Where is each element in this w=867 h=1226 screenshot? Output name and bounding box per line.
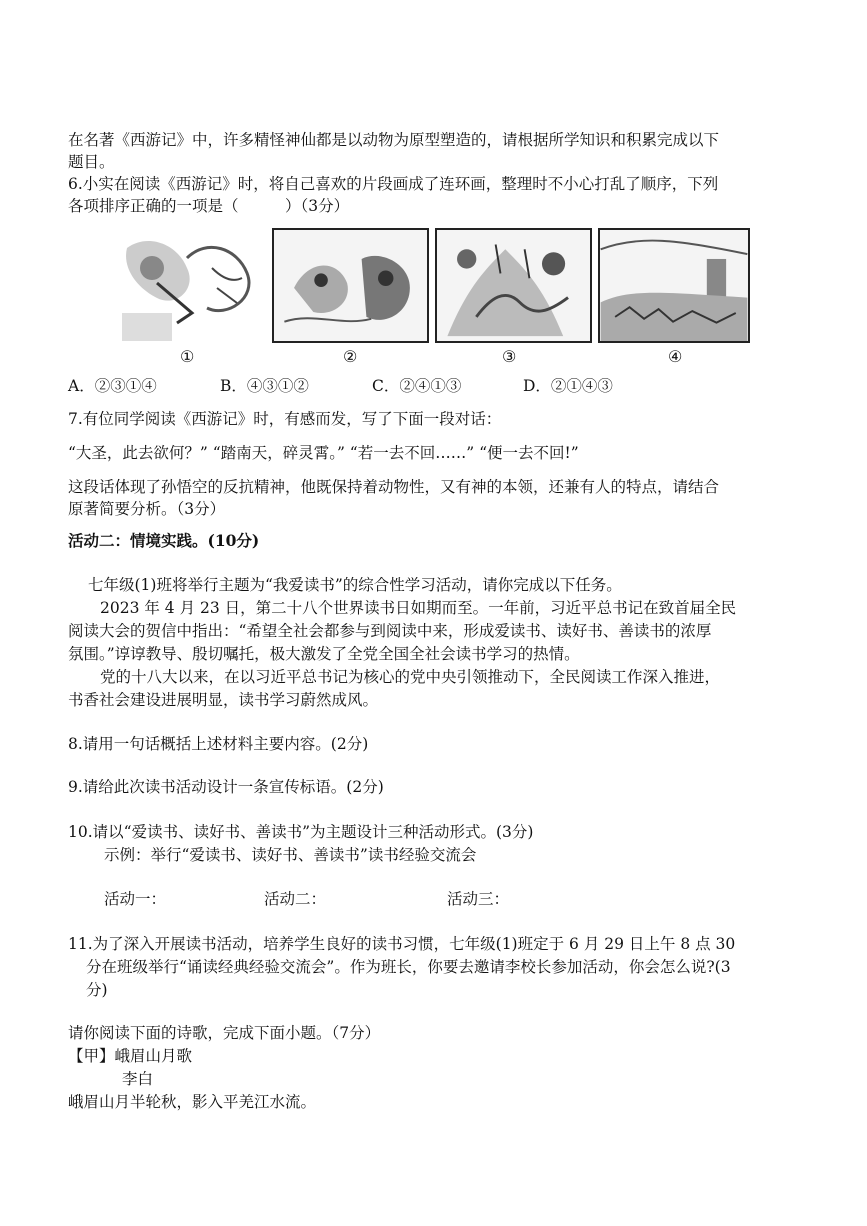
q10-activity-3-label: 活动三： (447, 890, 510, 908)
q7-stem-line-4: 原著简要分析。（3分） (68, 500, 226, 518)
q11-stem-line-2: 分在班级举行“诵读经典经验交流会”。作为班长，你要去邀请李校长参加活动，你会怎么说?(3 (86, 958, 731, 976)
poem-instruction: 请你阅读下面的诗歌，完成下面小题。（7分） (68, 1024, 381, 1042)
q8-stem: 8.请用一句话概括上述材料主要内容。(2分) (68, 735, 369, 753)
comic-picture-1-art (117, 228, 265, 343)
q9-stem: 9.请给此次读书活动设计一条宣传标语。(2分) (68, 778, 384, 796)
poem-title: 【甲】峨眉山月歌 (68, 1047, 193, 1065)
activity2-para-3-line-1: 党的十八大以来，在以习近平总书记为核心的党中央引领推动下，全民阅读工作深入推进， (100, 668, 721, 686)
option-a: A．②③①④ (68, 377, 157, 395)
q7-stem-line-3: 这段话体现了孙悟空的反抗精神，他既保持着动物性，又有神的本领，还兼有人的特点，请结合 (68, 478, 720, 496)
activity2-para-3-line-2: 书香社会建设进展明显，读书学习蔚然成风。 (68, 691, 379, 709)
activity2-para-1: 七年级(1)班将举行主题为“我爱读书”的综合性学习活动，请你完成以下任务。 (88, 576, 622, 594)
activity2-para-2-line-3: 氛围。”谆谆教导、殷切嘱托，极大激发了全党全国全社会读书学习的热情。 (68, 645, 580, 663)
picture-2-label: ② (343, 347, 358, 366)
comic-picture-2-art (274, 230, 427, 341)
q11-stem-line-3: 分) (86, 981, 108, 999)
q6-stem-line-1: 6.小实在阅读《西游记》时，将自己喜欢的片段画成了连环画，整理时不小心打乱了顺序，下列 (68, 175, 719, 193)
option-c: C．②④①③ (372, 377, 462, 395)
q10-activity-1-label: 活动一： (104, 890, 167, 908)
comic-picture-3-art (437, 230, 590, 341)
activity2-title: 活动二：情境实践。(10分) (68, 531, 260, 550)
comic-picture-4-art (600, 230, 748, 341)
picture-3-label: ③ (502, 347, 517, 366)
picture-4-label: ④ (668, 347, 683, 366)
option-b: B．④③①② (220, 377, 309, 395)
q7-stem-line-1: 7.有位同学阅读《西游记》时，有感而发，写了下面一段对话： (68, 410, 502, 428)
picture-1-label: ① (180, 347, 195, 366)
option-d: D．②①④③ (523, 377, 613, 395)
q10-stem: 10.请以“爱读书、读好书、善读书”为主题设计三种活动形式。(3分) (68, 823, 534, 841)
comic-picture-2 (272, 228, 429, 343)
q10-example: 示例：举行“爱读书、读好书、善读书”读书经验交流会 (104, 846, 477, 864)
activity2-para-2-line-1: 2023 年 4 月 23 日，第二十八个世界读书日如期而至。一年前，习近平总书记在致首届全民 (100, 599, 737, 617)
intro-line-2: 题目。 (68, 153, 115, 171)
comic-picture-4 (598, 228, 750, 343)
comic-picture-1 (117, 228, 265, 343)
q10-activity-2-label: 活动二： (264, 890, 327, 908)
activity2-para-2-line-2: 阅读大会的贺信中指出：“希望全社会都参与到阅读中来，形成爱读书、读好书、善读书的浓厚 (68, 622, 712, 640)
poem-line-1: 峨眉山月半轮秋，影入平羌江水流。 (68, 1093, 317, 1111)
intro-line-1: 在名著《西游记》中，许多精怪神仙都是以动物为原型塑造的，请根据所学知识和积累完成以下 (68, 131, 720, 149)
comic-picture-3 (435, 228, 592, 343)
q7-dialogue: “大圣，此去欲何？” “踏南天，碎灵霄。” “若一去不回……” “便一去不回!” (68, 444, 579, 462)
poem-author: 李白 (122, 1070, 154, 1088)
q6-stem-line-2: 各项排序正确的一项是（ ）（3分） (68, 197, 350, 215)
q11-stem-line-1: 11.为了深入开展读书活动，培养学生良好的读书习惯，七年级(1)班定于 6 月 29 日上午 8 点 30 (68, 935, 736, 953)
